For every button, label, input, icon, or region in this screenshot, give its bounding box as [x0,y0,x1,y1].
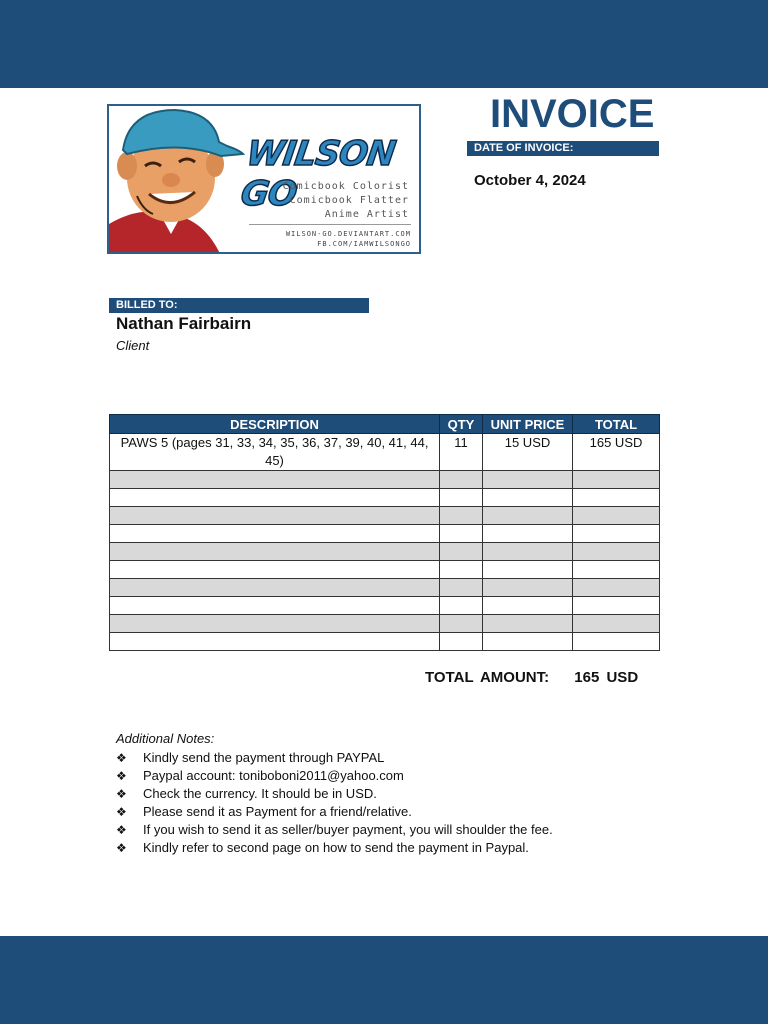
note-text: Paypal account: toniboboni2011@yahoo.com [143,768,404,783]
note-text: If you wish to send it as seller/buyer payment, you will shoulder the fee. [143,822,553,837]
note-text: Check the currency. It should be in USD. [143,786,377,801]
empty-row [110,489,660,507]
column-header: TOTAL [573,415,660,434]
note-item [116,785,567,803]
note-item [116,803,567,821]
note-text: Kindly send the payment through PAYPAL [143,750,385,765]
empty-row [110,507,660,525]
table-row [110,434,660,471]
column-header: UNIT PRICE [483,415,573,434]
item-qty: 11 [440,434,483,471]
diamond-bullet-icon: ❖ [116,805,127,819]
item-unit-price: 15 USD [483,434,573,471]
logo-url: WILSON-GO.DEVIANTART.COM [285,230,411,238]
total-amount [425,669,638,686]
invoice-title: INVOICE [490,92,655,136]
billed-to-label: BILLED TO: [109,298,369,313]
top-banner [0,0,768,88]
empty-row [110,543,660,561]
note-item [116,767,567,785]
empty-row [110,471,660,489]
logo-subtitle: Anime Artist [324,209,409,220]
empty-row [110,597,660,615]
table-header-row [110,415,660,434]
logo-subtitle: Comicbook Colorist [282,181,409,192]
logo-wordmark: WILSON GO [238,134,398,214]
note-item [116,839,567,857]
item-total: 165 USD [573,434,660,471]
company-logo [107,104,421,254]
client-name: Nathan Fairbairn [116,314,252,333]
diamond-bullet-icon: ❖ [116,751,127,765]
column-header: DESCRIPTION [110,415,440,434]
empty-row [110,615,660,633]
logo-subtitle: Comicbook Flatter [289,195,409,206]
line-items-table [109,414,660,651]
date-label: DATE OF INVOICE: [467,141,659,156]
note-text: Please send it as Payment for a friend/relative. [143,804,412,819]
invoice-date: October 4, 2024 [474,172,586,189]
empty-row [110,525,660,543]
empty-row [110,579,660,597]
item-description: PAWS 5 (pages 31, 33, 34, 35, 36, 37, 39, 40, 41, 44, 45) [110,434,440,471]
note-item [116,821,567,839]
diamond-bullet-icon: ❖ [116,841,127,855]
notes-title: Additional Notes: [116,731,215,746]
total-label: TOTAL AMOUNT: [425,669,550,686]
column-header: QTY [440,415,483,434]
client-role: Client [116,338,150,353]
empty-row [110,633,660,651]
total-value: 165 USD [574,669,639,686]
diamond-bullet-icon: ❖ [116,787,127,801]
empty-row [110,561,660,579]
diamond-bullet-icon: ❖ [116,769,127,783]
note-item [116,749,567,767]
bottom-banner [0,936,768,1024]
notes-list [116,749,567,857]
logo-divider [249,224,411,225]
diamond-bullet-icon: ❖ [116,823,127,837]
logo-url: FB.COM/IAMWILSONGO [317,240,411,248]
note-text: Kindly refer to second page on how to send the payment in Paypal. [143,840,529,855]
